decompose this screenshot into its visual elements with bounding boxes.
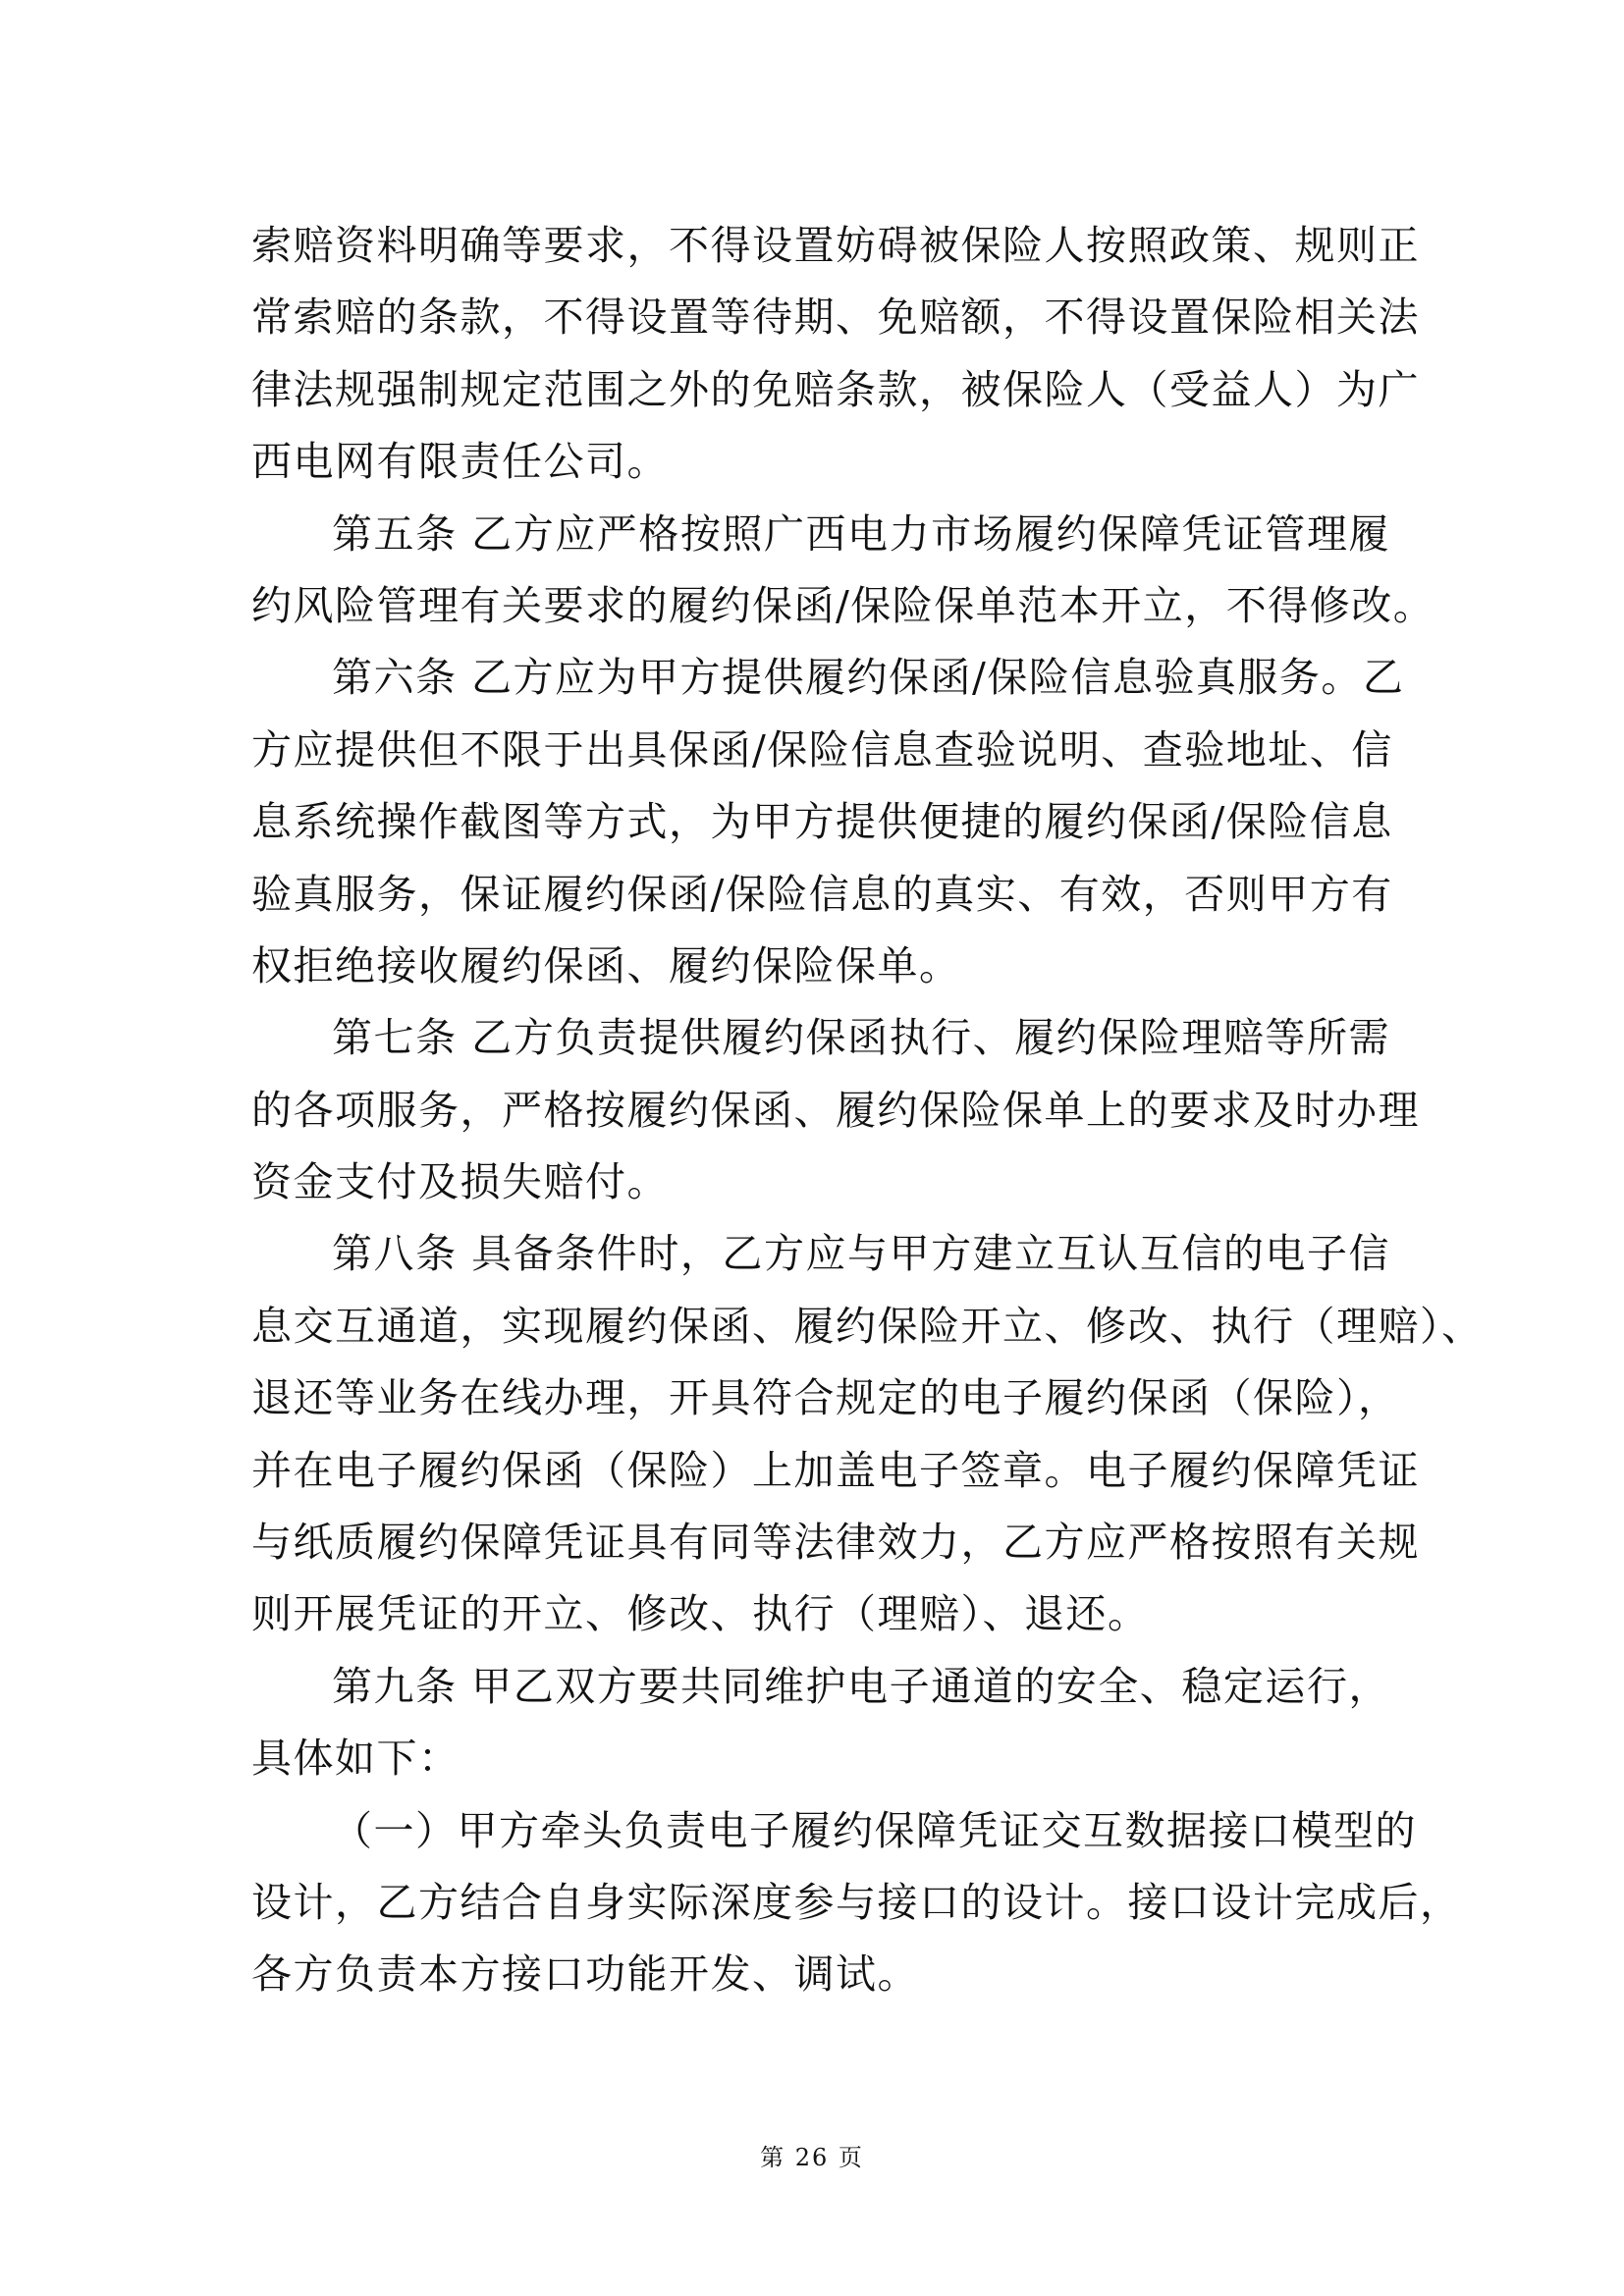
paragraph-line: 息系统操作截图等方式，为甲方提供便捷的履约保函/保险信息 xyxy=(251,798,1393,846)
paragraph-first-line: 第五条 乙方应严格按照广西电力市场履约保障凭证管理履 xyxy=(332,509,1390,558)
paragraph-line: 常索赔的条款，不得设置等待期、免赔额，不得设置保险相关法 xyxy=(251,294,1420,342)
paragraph-line: 索赔资料明确等要求，不得设置妨碍被保险人按照政策、规则正 xyxy=(251,222,1420,269)
paragraph-first-line: 第九条 甲乙双方要共同维护电子通道的安全、稳定运行， xyxy=(332,1662,1390,1710)
paragraph-line: 则开展凭证的开立、修改、执行（理赔）、退还。 xyxy=(251,1590,1150,1638)
document-body xyxy=(251,210,1484,2011)
paragraph-first-line: 第六条 乙方应为甲方提供履约保函/保险信息验真服务。乙 xyxy=(332,654,1405,702)
paragraph-line: 具体如下： xyxy=(251,1735,460,1783)
paragraph-first-line: 第八条 具备条件时，乙方应与甲方建立互认互信的电子信 xyxy=(332,1230,1390,1278)
paragraph-line: 的各项服务，严格按履约保函、履约保险保单上的要求及时办理 xyxy=(251,1086,1420,1134)
paragraph-line: 各方负责本方接口功能开发、调试。 xyxy=(251,1950,919,1999)
paragraph-first-line: （一）甲方牵头负责电子履约保障凭证交互数据接口模型的 xyxy=(332,1806,1417,1854)
paragraph-line: 并在电子履约保函（保险）上加盖电子签章。电子履约保障凭证 xyxy=(251,1446,1420,1494)
paragraph-line: 西电网有限责任公司。 xyxy=(251,438,669,486)
paragraph-first-line: 第七条 乙方负责提供履约保函执行、履约保险理赔等所需 xyxy=(332,1014,1390,1062)
paragraph-line: 约风险管理有关要求的履约保函/保险保单范本开立，不得修改。 xyxy=(251,581,1435,629)
page-footer xyxy=(0,2138,1624,2172)
paragraph-line: 方应提供但不限于出具保函/保险信息查验说明、查验地址、信 xyxy=(251,725,1393,774)
paragraph-line: 权拒绝接收履约保函、履约保险保单。 xyxy=(251,941,961,989)
paragraph-line: 律法规强制规定范围之外的免赔条款，被保险人（受益人）为广 xyxy=(251,365,1420,413)
paragraph-line: 退还等业务在线办理，开具符合规定的电子履约保函（保险）， xyxy=(251,1374,1400,1422)
paragraph-line: 设计，乙方结合自身实际深度参与接口的设计。接口设计完成后， xyxy=(251,1878,1462,1926)
paragraph-line: 资金支付及损失赔付。 xyxy=(251,1158,669,1206)
paragraph-line: 验真服务，保证履约保函/保险信息的真实、有效，否则甲方有 xyxy=(251,870,1393,918)
page-number: 第 26 页 xyxy=(760,2144,864,2171)
paragraph-line: 息交互通道，实现履约保函、履约保险开立、修改、执行（理赔）、 xyxy=(251,1302,1484,1350)
paragraph-line: 与纸质履约保障凭证具有同等法律效力，乙方应严格按照有关规 xyxy=(251,1519,1420,1567)
